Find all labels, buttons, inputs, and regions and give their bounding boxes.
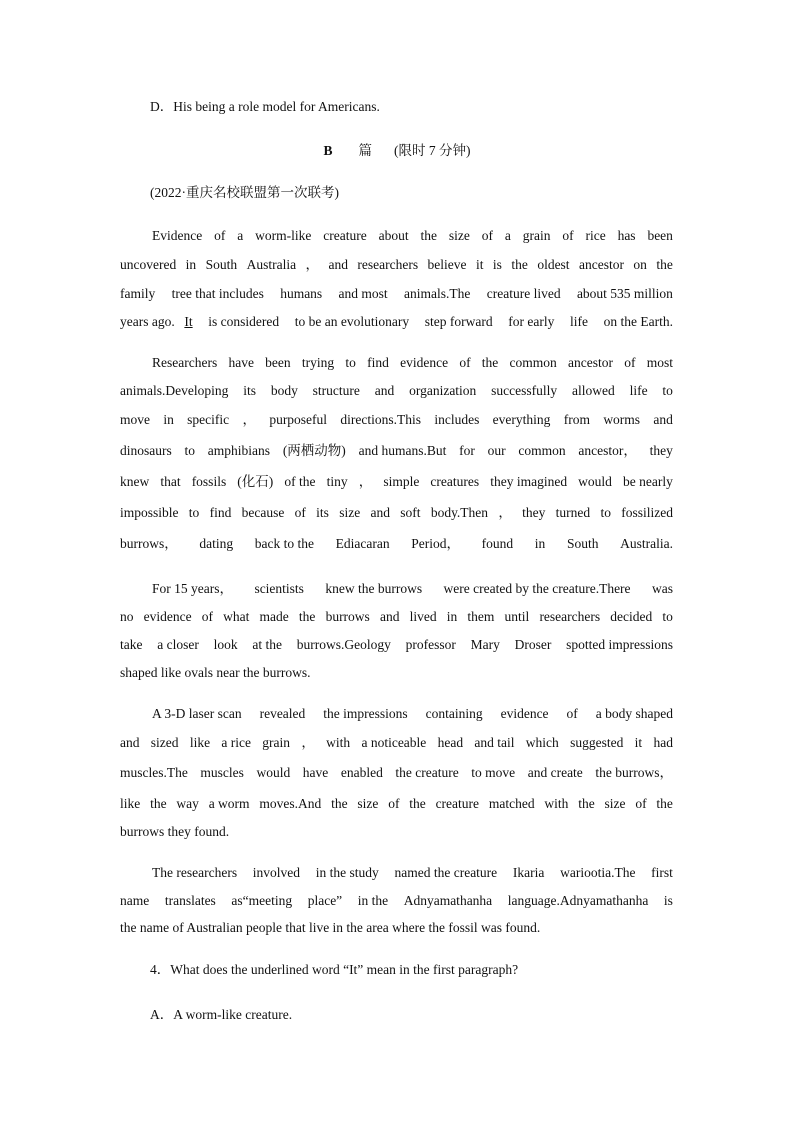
- section-time-limit: (限时 7 分钟): [394, 143, 471, 158]
- word-run: body.Then: [430, 505, 489, 520]
- word-run: what: [223, 609, 250, 624]
- word-run: the burrows，: [595, 765, 673, 780]
- word-run: size: [448, 228, 470, 243]
- word-run: for early: [508, 314, 555, 329]
- word-run: (两栖动物): [282, 443, 346, 458]
- word-run: containing: [425, 706, 483, 721]
- word-run: is: [492, 257, 502, 272]
- word-run: tree that includes: [171, 286, 264, 301]
- word-run: Mary: [470, 637, 500, 652]
- word-run: common: [518, 443, 566, 458]
- word-run: allowed: [571, 383, 615, 398]
- word-run: to: [662, 609, 673, 624]
- passage-line: [120, 442, 673, 460]
- word-run: directions.This: [340, 412, 422, 427]
- word-run: Adnyamathanha: [403, 893, 493, 908]
- word-run: of: [481, 228, 493, 243]
- word-run: burrows they found.: [120, 824, 230, 839]
- word-run: spotted impressions: [566, 637, 673, 652]
- word-run: the: [420, 228, 437, 243]
- word-run: with: [544, 796, 569, 811]
- word-run: had: [653, 735, 673, 750]
- word-run: about 535 million: [576, 286, 673, 301]
- passage-line: [120, 285, 673, 303]
- word-run: they: [522, 505, 546, 520]
- word-run: the: [150, 796, 167, 811]
- word-run: fossilized: [621, 505, 673, 520]
- word-run: fossils: [191, 474, 227, 489]
- word-run: shaped like ovals near the burrows.: [120, 665, 311, 680]
- word-run: is considered: [208, 314, 280, 329]
- word-run: its: [243, 383, 256, 398]
- word-run: been: [647, 228, 673, 243]
- word-run: of: [562, 228, 574, 243]
- word-run: creature lived: [486, 286, 561, 301]
- word-run: everything: [492, 412, 551, 427]
- word-run: it: [634, 735, 643, 750]
- word-run: researchers: [357, 257, 419, 272]
- word-run: first: [651, 865, 673, 880]
- passage-line: [120, 795, 673, 813]
- word-run: a closer: [157, 637, 199, 652]
- word-run: enabled: [340, 765, 383, 780]
- word-run: life: [570, 314, 588, 329]
- passage-line: [120, 823, 229, 841]
- word-run: was: [651, 581, 673, 596]
- passage-line: [152, 864, 673, 882]
- word-run: creatures: [430, 474, 480, 489]
- word-run: South: [205, 257, 238, 272]
- word-run: animals.The: [404, 286, 471, 301]
- word-run: lived: [409, 609, 437, 624]
- word-run: organization: [409, 383, 477, 398]
- word-run: look: [213, 637, 238, 652]
- word-run: ，: [301, 735, 315, 750]
- word-run: wariootia.The: [560, 865, 636, 880]
- word-run: sized: [150, 735, 179, 750]
- passage-line: [120, 664, 310, 682]
- word-run: to: [662, 383, 673, 398]
- word-run: burrows.Geology: [296, 637, 391, 652]
- word-run: Period，: [411, 536, 461, 551]
- word-run: place”: [307, 893, 343, 908]
- word-run: to: [345, 355, 356, 370]
- word-run: of: [201, 609, 213, 624]
- word-run: revealed: [259, 706, 306, 721]
- word-run: about: [378, 228, 409, 243]
- word-run: is: [663, 893, 673, 908]
- word-run: common: [509, 355, 557, 370]
- word-run: in: [534, 536, 546, 551]
- word-run: South: [566, 536, 599, 551]
- word-run: on: [633, 257, 647, 272]
- word-run: in: [163, 412, 174, 427]
- passage-line: [120, 535, 673, 553]
- word-run: would: [578, 474, 612, 489]
- word-run: the: [656, 257, 673, 272]
- word-run: grain: [262, 735, 291, 750]
- word-run: until: [504, 609, 530, 624]
- word-run: scientists: [254, 581, 304, 596]
- word-run: impossible: [120, 505, 179, 520]
- word-run: of: [635, 796, 647, 811]
- word-run: and create: [527, 765, 583, 780]
- word-run: grain: [522, 228, 551, 243]
- word-run: language.Adnyamathanha: [507, 893, 649, 908]
- passage-line: [152, 705, 673, 723]
- word-run: them: [467, 609, 495, 624]
- word-run: a: [504, 228, 511, 243]
- word-run: specific: [187, 412, 230, 427]
- word-run: Evidence: [152, 228, 203, 243]
- word-run: the: [481, 355, 499, 370]
- passage-line: [120, 764, 673, 782]
- passage-line: [152, 227, 673, 245]
- word-run: of: [294, 505, 306, 520]
- word-run: translates: [164, 893, 216, 908]
- word-run: has: [617, 228, 636, 243]
- word-run: for: [459, 443, 475, 458]
- word-run: purposeful: [269, 412, 328, 427]
- section-pian: 篇: [358, 143, 372, 158]
- word-run: size: [604, 796, 626, 811]
- word-run: structure: [312, 383, 360, 398]
- word-run: involved: [252, 865, 301, 880]
- word-run: ，: [498, 505, 512, 520]
- word-run: take: [120, 637, 143, 652]
- passage-line: [120, 313, 673, 331]
- word-run: in the study: [315, 865, 379, 880]
- word-run: it: [475, 257, 484, 272]
- word-run: way: [176, 796, 199, 811]
- word-run: at the: [252, 637, 282, 652]
- word-run: believe: [427, 257, 467, 272]
- word-run: researchers: [539, 609, 601, 624]
- word-run: amphibians: [207, 443, 271, 458]
- word-run: creature: [435, 796, 480, 811]
- word-run: like: [189, 735, 211, 750]
- passage-line: [120, 734, 673, 752]
- word-run: and: [328, 257, 348, 272]
- word-run: muscles.The: [120, 765, 188, 780]
- passage-line: [120, 504, 673, 522]
- word-run: Researchers: [152, 355, 218, 370]
- word-run: of the: [284, 474, 316, 489]
- word-run: and humans.But: [358, 443, 447, 458]
- word-run: ，: [242, 412, 256, 427]
- word-run: Australia.: [620, 536, 673, 551]
- word-run: a: [237, 228, 244, 243]
- word-run: burrows: [325, 609, 370, 624]
- word-run: made: [259, 609, 289, 624]
- word-run: size: [357, 796, 379, 811]
- word-run: and: [653, 412, 673, 427]
- word-run: animals.Developing: [120, 383, 229, 398]
- source-note: (2022·重庆名校联盟第一次联考): [150, 185, 339, 200]
- word-run: the: [511, 257, 528, 272]
- passage-line: [120, 473, 673, 491]
- word-run: they: [649, 443, 673, 458]
- word-run: worm-like: [255, 228, 312, 243]
- word-run: find: [367, 355, 389, 370]
- word-run: the: [409, 796, 426, 811]
- word-run: tiny: [326, 474, 348, 489]
- word-run: suggested: [570, 735, 624, 750]
- word-run: have: [228, 355, 254, 370]
- passage-line: [120, 892, 673, 910]
- word-run: evidence: [400, 355, 449, 370]
- word-run: been: [265, 355, 291, 370]
- word-run: Australia: [246, 257, 297, 272]
- word-run: dinosaurs: [120, 443, 172, 458]
- word-run: knew the burrows: [325, 581, 423, 596]
- word-run: ，: [305, 257, 320, 272]
- word-run: years ago.: [120, 314, 175, 329]
- word-run: the: [298, 609, 316, 624]
- word-run: to move: [471, 765, 516, 780]
- word-run: from: [563, 412, 590, 427]
- word-run: soft: [400, 505, 421, 520]
- word-run: ancestor，: [578, 443, 637, 458]
- word-run: in: [446, 609, 458, 624]
- word-run: step forward: [424, 314, 493, 329]
- word-run: a body shaped: [595, 706, 673, 721]
- word-run: knew: [120, 474, 150, 489]
- option-d: D．His being a role model for Americans.: [150, 99, 380, 114]
- word-run: muscles: [200, 765, 244, 780]
- word-run: move: [120, 412, 150, 427]
- word-run: like: [120, 796, 141, 811]
- word-run: the impressions: [323, 706, 408, 721]
- word-run: simple: [383, 474, 420, 489]
- word-run: and: [120, 735, 140, 750]
- word-run: evidence: [143, 609, 192, 624]
- word-run: named the creature: [394, 865, 498, 880]
- word-run: head: [437, 735, 464, 750]
- word-run: to: [188, 505, 200, 520]
- passage-line: [152, 354, 673, 372]
- word-run: in the: [357, 893, 389, 908]
- word-run: burrows，: [120, 536, 178, 551]
- word-run: and: [374, 383, 395, 398]
- word-run: and: [379, 609, 400, 624]
- section-letter: B: [323, 143, 333, 158]
- word-run: ancestor: [579, 257, 624, 272]
- word-run: successfully: [491, 383, 558, 398]
- word-run: For 15 years，: [152, 581, 233, 596]
- word-run: uncovered: [120, 257, 177, 272]
- word-run: size: [339, 505, 361, 520]
- word-run: of: [459, 355, 471, 370]
- word-run: of: [214, 228, 226, 243]
- word-run: would: [256, 765, 291, 780]
- passage-line: [120, 919, 540, 937]
- word-run: life: [629, 383, 648, 398]
- word-run: that: [160, 474, 181, 489]
- word-run: rice: [585, 228, 606, 243]
- word-run: its: [316, 505, 329, 520]
- word-run: to: [184, 443, 196, 458]
- word-run: be nearly: [623, 474, 673, 489]
- word-run: of: [566, 706, 578, 721]
- passage-line: [120, 382, 673, 400]
- word-run: have: [302, 765, 329, 780]
- word-run: Ediacaran: [335, 536, 390, 551]
- word-run: the: [656, 796, 673, 811]
- passage-line: [152, 580, 673, 598]
- word-run: most: [646, 355, 673, 370]
- question-4: 4．What does the underlined word “It” mean in the first paragraph?: [150, 962, 519, 977]
- word-run: found: [481, 536, 514, 551]
- word-run: a noticeable: [361, 735, 427, 750]
- word-run: A 3-D laser scan: [152, 706, 242, 721]
- word-run: to: [600, 505, 611, 520]
- word-run: the name of Australian people that live in the area where the fossil was found.: [120, 920, 541, 935]
- word-run: our: [487, 443, 506, 458]
- passage-line: [120, 608, 673, 626]
- word-run: Droser: [514, 637, 552, 652]
- word-run: the creature: [395, 765, 459, 780]
- word-run: professor: [405, 637, 456, 652]
- word-run: in: [185, 257, 197, 272]
- word-run: to be an evolutionary: [294, 314, 410, 329]
- section-heading: [0, 142, 794, 160]
- passage-line: [120, 636, 673, 654]
- word-run: were created by the creature.There: [443, 581, 631, 596]
- word-run: turned: [555, 505, 591, 520]
- word-run: of: [624, 355, 636, 370]
- word-run: back to the: [254, 536, 315, 551]
- word-run: family: [120, 286, 156, 301]
- word-run: decided: [610, 609, 653, 624]
- word-run: and tail: [474, 735, 515, 750]
- word-run: with: [326, 735, 351, 750]
- word-run: which: [525, 735, 559, 750]
- passage-line: [120, 411, 673, 429]
- word-run: they imagined: [490, 474, 568, 489]
- word-run: creature: [323, 228, 367, 243]
- underlined-word-it: It: [184, 314, 193, 329]
- word-run: oldest: [537, 257, 570, 272]
- word-run: (化石): [237, 474, 274, 489]
- word-run: ancestor: [568, 355, 613, 370]
- word-run: Ikaria: [512, 865, 545, 880]
- word-run: the: [578, 796, 595, 811]
- option-a: A．A worm-like creature.: [150, 1007, 293, 1022]
- word-run: the: [331, 796, 348, 811]
- word-run: a worm: [208, 796, 250, 811]
- word-run: because: [241, 505, 285, 520]
- word-run: as“meeting: [231, 893, 293, 908]
- word-run: body: [270, 383, 298, 398]
- word-run: a rice: [221, 735, 251, 750]
- word-run: of: [388, 796, 400, 811]
- word-run: worms: [603, 412, 641, 427]
- word-run: matched: [488, 796, 535, 811]
- word-run: on the Earth.: [603, 314, 673, 329]
- word-run: and most: [338, 286, 388, 301]
- word-run: evidence: [500, 706, 549, 721]
- word-run: ，: [358, 474, 373, 489]
- word-run: trying: [301, 355, 335, 370]
- passage-line: [120, 256, 673, 274]
- word-run: and: [370, 505, 390, 520]
- word-run: dating: [199, 536, 234, 551]
- word-run: The researchers: [152, 865, 238, 880]
- word-run: name: [120, 893, 150, 908]
- word-run: moves.And: [259, 796, 322, 811]
- word-run: no: [120, 609, 134, 624]
- word-run: find: [209, 505, 232, 520]
- word-run: includes: [434, 412, 480, 427]
- word-run: humans: [280, 286, 323, 301]
